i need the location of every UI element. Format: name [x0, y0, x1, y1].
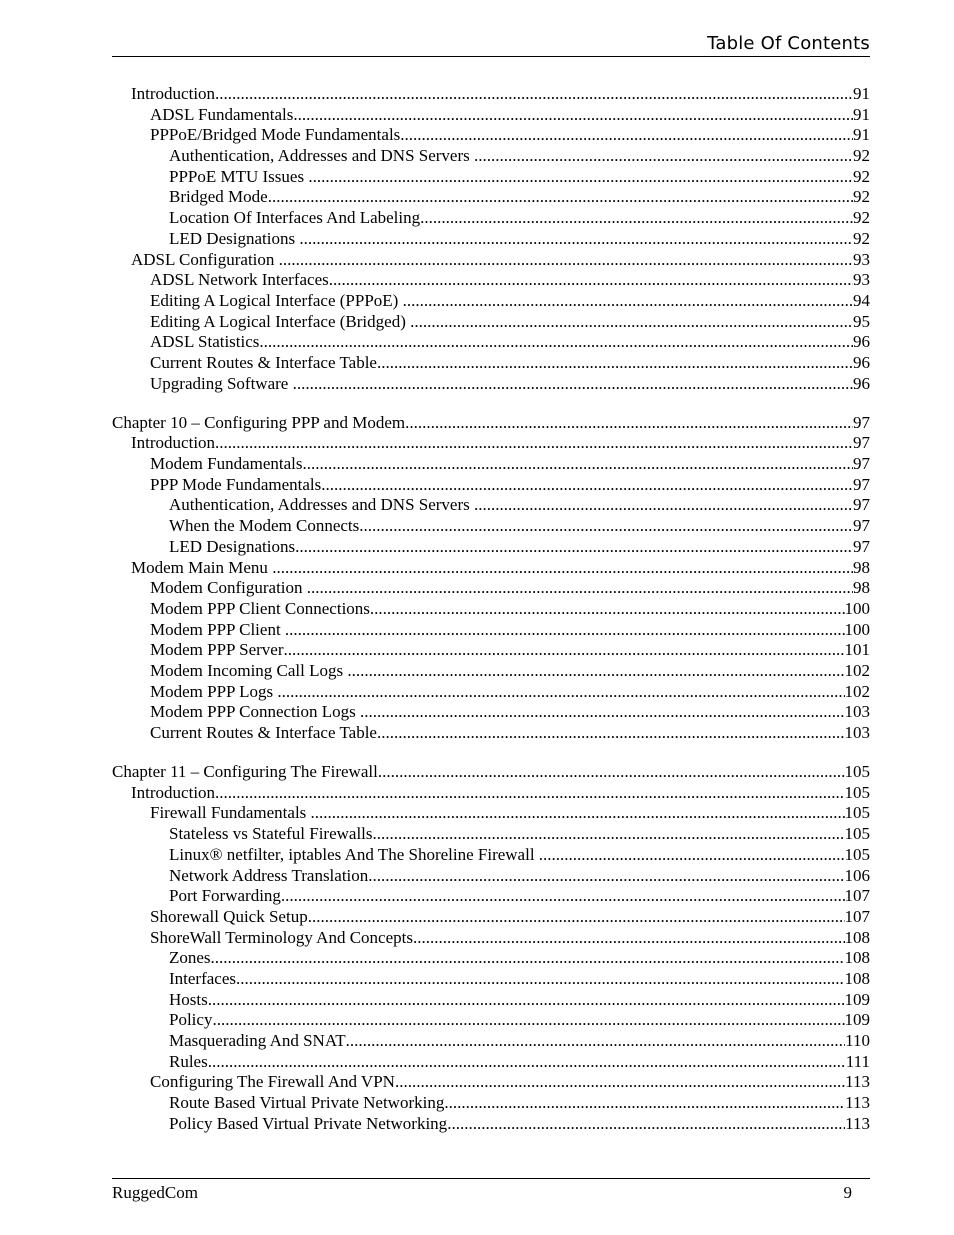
toc-entry-page: 91: [853, 125, 870, 145]
toc-entry-title: LED Designations: [169, 536, 296, 556]
toc-entry-title: Modem Main Menu: [131, 557, 273, 577]
toc-entry-title: Hosts: [169, 989, 208, 1009]
toc-entry[interactable]: [112, 845, 870, 866]
toc-entry[interactable]: [112, 433, 870, 454]
toc-entry[interactable]: [112, 620, 870, 641]
toc-dot-leader: [281, 886, 845, 907]
toc-entry[interactable]: [112, 495, 870, 516]
toc-entry[interactable]: [112, 125, 870, 146]
toc-entry[interactable]: [112, 1114, 870, 1135]
toc-entry-page: 105: [844, 803, 870, 823]
toc-dot-leader: [307, 578, 853, 599]
table-of-contents: [112, 84, 870, 1134]
toc-entry-title: Stateless vs Stateful Firewalls: [169, 824, 373, 844]
toc-entry-page: 93: [853, 249, 870, 269]
toc-dot-leader: [293, 374, 853, 395]
toc-entry-title: Modem PPP Logs: [150, 681, 278, 701]
toc-entry-title: Shorewall Quick Setup: [150, 906, 308, 926]
toc-entry-page: 105: [844, 824, 870, 844]
toc-entry-title: ADSL Fundamentals: [150, 104, 294, 124]
toc-dot-leader: [410, 312, 853, 333]
toc-entry[interactable]: [112, 516, 870, 537]
toc-entry-title: LED Designations: [169, 228, 300, 248]
toc-entry-page: 100: [844, 619, 870, 639]
toc-entry[interactable]: [112, 475, 870, 496]
toc-entry-page: 107: [844, 906, 870, 926]
toc-entry-title: Modem Configuration: [150, 578, 307, 598]
toc-entry-title: Editing A Logical Interface (PPPoE): [150, 290, 403, 310]
toc-entry-page: 92: [853, 208, 870, 228]
toc-entry-title: Current Routes & Interface Table: [150, 352, 377, 372]
toc-entry-page: 98: [853, 578, 870, 598]
toc-entry[interactable]: [112, 948, 870, 969]
toc-entry[interactable]: [112, 84, 870, 105]
toc-entry-page: 113: [845, 1113, 870, 1133]
toc-entry-title: Authentication, Addresses and DNS Servers: [169, 495, 475, 515]
toc-dot-leader: [403, 291, 853, 312]
toc-entry[interactable]: [112, 907, 870, 928]
toc-dot-leader: [208, 990, 845, 1011]
toc-entry[interactable]: [112, 454, 870, 475]
toc-entry-title: Policy Based Virtual Private Networking: [169, 1113, 448, 1133]
toc-dot-leader: [444, 1093, 845, 1114]
toc-entry-page: 103: [844, 702, 870, 722]
toc-entry-title: Upgrading Software: [150, 373, 293, 393]
footer-company: RuggedCom: [112, 1183, 198, 1202]
toc-entry[interactable]: [112, 537, 870, 558]
toc-entry-page: 110: [845, 1031, 870, 1051]
toc-entry[interactable]: [112, 291, 870, 312]
toc-dot-leader: [420, 208, 853, 229]
toc-entry-page: 92: [853, 146, 870, 166]
toc-entry-title: Location Of Interfaces And Labeling: [169, 208, 421, 228]
toc-entry[interactable]: [112, 312, 870, 333]
toc-entry-title: Modem Incoming Call Logs: [150, 660, 348, 680]
toc-entry-title: Current Routes & Interface Table: [150, 723, 377, 743]
toc-dot-leader: [285, 620, 845, 641]
toc-dot-leader: [277, 682, 844, 703]
toc-dot-leader: [373, 824, 845, 845]
toc-entry[interactable]: [112, 866, 870, 887]
toc-entry[interactable]: [112, 640, 870, 661]
toc-entry-title: Modem PPP Client: [150, 619, 285, 639]
toc-entry-page: 109: [844, 1010, 870, 1030]
toc-entry[interactable]: [112, 374, 870, 395]
toc-entry[interactable]: [112, 990, 870, 1011]
toc-section-gap: [112, 394, 870, 412]
toc-dot-leader: [272, 558, 853, 579]
toc-entry[interactable]: [112, 187, 870, 208]
page-footer: [112, 1178, 870, 1205]
toc-entry-page: 108: [844, 968, 870, 988]
toc-dot-leader: [370, 599, 845, 620]
toc-entry-title: PPPoE MTU Issues: [169, 166, 309, 186]
toc-entry-title: PPPoE/Bridged Mode Fundamentals: [150, 125, 401, 145]
toc-dot-leader: [360, 702, 845, 723]
toc-entry[interactable]: [112, 702, 870, 723]
toc-entry-page: 100: [844, 598, 870, 618]
toc-dot-leader: [268, 187, 853, 208]
toc-entry[interactable]: [112, 332, 870, 353]
toc-dot-leader: [211, 948, 845, 969]
toc-dot-leader: [400, 125, 853, 146]
toc-entry-page: 95: [853, 311, 870, 331]
toc-dot-leader: [295, 537, 853, 558]
toc-entry[interactable]: [112, 762, 870, 783]
toc-dot-leader: [359, 516, 853, 537]
toc-entry-page: 97: [853, 536, 870, 556]
toc-dot-leader: [405, 413, 853, 434]
toc-dot-leader: [329, 270, 853, 291]
toc-entry-page: 96: [853, 352, 870, 372]
toc-entry[interactable]: [112, 146, 870, 167]
toc-entry-title: Chapter 11 – Configuring The Firewall: [112, 762, 378, 782]
toc-entry-page: 98: [853, 557, 870, 577]
toc-entry-page: 93: [853, 270, 870, 290]
toc-dot-leader: [474, 495, 853, 516]
toc-entry-title: Bridged Mode: [169, 187, 268, 207]
toc-dot-leader: [413, 928, 845, 949]
toc-entry-title: ADSL Statistics: [150, 332, 260, 352]
toc-entry-page: 109: [844, 989, 870, 1009]
toc-entry[interactable]: [112, 1010, 870, 1031]
toc-section-gap: [112, 744, 870, 762]
toc-entry-title: When the Modem Connects: [169, 516, 360, 536]
toc-entry-title: Masquerading And SNAT: [169, 1031, 346, 1051]
toc-entry-title: ADSL Configuration: [131, 249, 279, 269]
toc-dot-leader: [311, 803, 845, 824]
toc-dot-leader: [293, 105, 853, 126]
toc-entry-title: Introduction: [131, 84, 216, 103]
toc-entry[interactable]: [112, 886, 870, 907]
toc-entry[interactable]: [112, 413, 870, 434]
toc-entry-title: Route Based Virtual Private Networking: [169, 1093, 445, 1113]
toc-entry-page: 105: [844, 782, 870, 802]
toc-dot-leader: [212, 1010, 844, 1031]
toc-entry-title: Configuring The Firewall And VPN: [150, 1072, 395, 1092]
toc-entry-title: Authentication, Addresses and DNS Servers: [169, 146, 475, 166]
toc-entry[interactable]: [112, 928, 870, 949]
toc-entry-page: 105: [844, 844, 870, 864]
toc-dot-leader: [208, 1052, 846, 1073]
toc-dot-leader: [236, 969, 844, 990]
toc-entry-page: 102: [844, 660, 870, 680]
toc-entry[interactable]: [112, 167, 870, 188]
toc-entry[interactable]: [112, 1031, 870, 1052]
toc-entry-title: ShoreWall Terminology And Concepts: [150, 927, 413, 947]
toc-entry[interactable]: [112, 353, 870, 374]
toc-dot-leader: [377, 723, 845, 744]
toc-entry-title: Introduction: [131, 433, 216, 453]
toc-entry-page: 113: [845, 1072, 870, 1092]
toc-entry-title: PPP Mode Fundamentals: [150, 474, 322, 494]
toc-dot-leader: [368, 866, 844, 887]
toc-dot-leader: [279, 250, 853, 271]
toc-entry[interactable]: [112, 783, 870, 804]
toc-entry[interactable]: [112, 723, 870, 744]
toc-entry-page: 101: [844, 640, 870, 660]
toc-entry-page: 97: [853, 433, 870, 453]
toc-entry-page: 92: [853, 228, 870, 248]
toc-entry-title: Modem PPP Connection Logs: [150, 702, 360, 722]
toc-dot-leader: [308, 907, 845, 928]
toc-dot-leader: [377, 353, 853, 374]
toc-entry-page: 107: [844, 886, 870, 906]
toc-entry-page: 97: [853, 474, 870, 494]
toc-dot-leader: [303, 454, 853, 475]
toc-entry-page: 108: [844, 927, 870, 947]
toc-entry-page: 97: [853, 495, 870, 515]
toc-entry-page: 106: [844, 865, 870, 885]
footer-page-number: 9: [843, 1183, 852, 1202]
toc-dot-leader: [395, 1072, 845, 1093]
toc-entry-page: 102: [844, 681, 870, 701]
toc-entry-title: Modem PPP Server: [150, 640, 284, 660]
toc-entry[interactable]: [112, 969, 870, 990]
toc-entry-page: 108: [844, 948, 870, 968]
toc-entry-page: 105: [844, 762, 870, 782]
toc-entry[interactable]: [112, 558, 870, 579]
toc-entry-page: 97: [853, 516, 870, 536]
toc-entry[interactable]: [112, 250, 870, 271]
toc-entry[interactable]: [112, 661, 870, 682]
toc-dot-leader: [308, 167, 853, 188]
toc-entry-page: 91: [853, 104, 870, 124]
toc-entry-page: 113: [845, 1093, 870, 1113]
toc-dot-leader: [259, 332, 853, 353]
toc-entry-title: ADSL Network Interfaces: [150, 270, 329, 290]
toc-entry[interactable]: [112, 824, 870, 845]
toc-entry[interactable]: [112, 803, 870, 824]
toc-dot-leader: [346, 1031, 846, 1052]
toc-entry-page: 91: [853, 84, 870, 103]
toc-dot-leader: [474, 146, 853, 167]
toc-dot-leader: [378, 762, 845, 783]
toc-entry[interactable]: [112, 578, 870, 599]
page-header: [112, 30, 870, 57]
toc-entry-page: 97: [853, 454, 870, 474]
toc-entry-page: 92: [853, 166, 870, 186]
toc-entry-page: 111: [845, 1051, 870, 1071]
toc-dot-leader: [299, 229, 853, 250]
toc-entry-title: Interfaces: [169, 968, 237, 988]
toc-entry-title: Chapter 10 – Configuring PPP and Modem: [112, 412, 406, 432]
toc-entry[interactable]: [112, 105, 870, 126]
toc-entry-title: Introduction: [131, 782, 216, 802]
toc-entry-title: Zones: [169, 948, 211, 968]
toc-entry[interactable]: [112, 1093, 870, 1114]
toc-entry[interactable]: [112, 599, 870, 620]
toc-entry-title: Modem PPP Client Connections: [150, 598, 370, 618]
toc-entry-title: Editing A Logical Interface (Bridged): [150, 311, 411, 331]
toc-entry-title: Policy: [169, 1010, 213, 1030]
toc-entry-title: Network Address Translation: [169, 865, 369, 885]
toc-dot-leader: [215, 433, 853, 454]
toc-dot-leader: [447, 1114, 845, 1135]
toc-entry[interactable]: [112, 270, 870, 291]
toc-entry[interactable]: [112, 682, 870, 703]
toc-dot-leader: [215, 783, 844, 804]
toc-dot-leader: [539, 845, 845, 866]
toc-entry-title: Port Forwarding: [169, 886, 281, 906]
toc-entry-title: Firewall Fundamentals: [150, 803, 311, 823]
toc-entry-page: 92: [853, 187, 870, 207]
toc-dot-leader: [215, 84, 853, 105]
toc-entry[interactable]: [112, 229, 870, 250]
toc-entry-page: 94: [853, 290, 870, 310]
toc-entry[interactable]: [112, 1052, 870, 1073]
toc-entry-title: Rules: [169, 1051, 208, 1071]
toc-dot-leader: [347, 661, 844, 682]
toc-dot-leader: [321, 475, 853, 496]
toc-entry-page: 97: [853, 412, 870, 432]
header-title: Table Of Contents: [707, 33, 870, 54]
toc-entry-page: 103: [844, 723, 870, 743]
toc-entry[interactable]: [112, 208, 870, 229]
toc-dot-leader: [284, 640, 845, 661]
toc-entry-title: Modem Fundamentals: [150, 454, 303, 474]
toc-entry-page: 96: [853, 332, 870, 352]
toc-entry-page: 96: [853, 373, 870, 393]
toc-entry[interactable]: [112, 1072, 870, 1093]
toc-entry-title: Linux® netfilter, iptables And The Shoreline Firewall: [169, 844, 539, 864]
